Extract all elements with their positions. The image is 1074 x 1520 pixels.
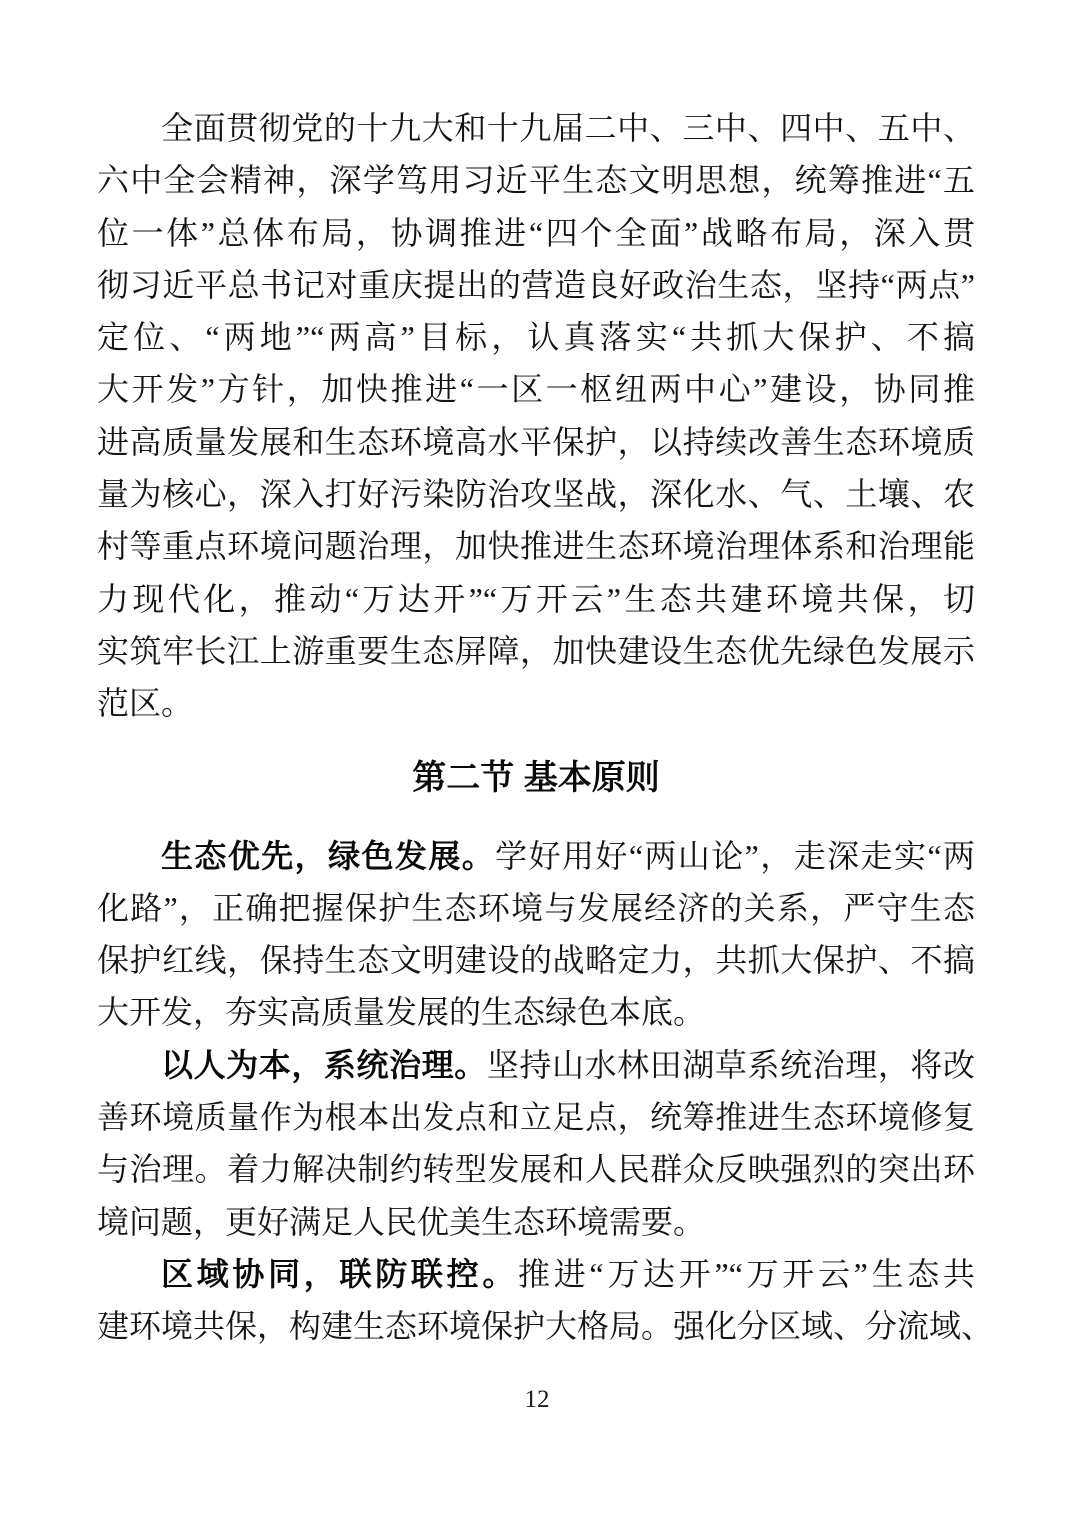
paragraph-line: 位一体”总体布局，协调推进“四个全面”战略布局，深入贯 xyxy=(97,214,975,251)
paragraph-line xyxy=(97,830,975,882)
body-paragraph-1 xyxy=(97,102,975,730)
body-paragraph-3 xyxy=(97,1039,975,1248)
paragraph-line: 村等重点环境问题治理，加快推进生态环境治理体系和治理能 xyxy=(97,528,975,565)
paragraph-line: 范区。 xyxy=(97,685,194,722)
paragraph-line: 实筑牢长江上游重要生态屏障，加快建设生态优先绿色发展示 xyxy=(97,632,975,669)
paragraph-line: 彻习近平总书记对重庆提出的营造良好政治生态，坚持“两点” xyxy=(97,266,975,303)
paragraph-line xyxy=(97,1248,975,1300)
section-heading: 第二节 基本原则 xyxy=(412,758,660,797)
paragraph-line: 善环境质量作为根本出发点和立足点，统筹推进生态环境修复 xyxy=(97,1099,975,1136)
paragraph-line: 定位、“两地”“两高”目标，认真落实“共抓大保护、不搞 xyxy=(97,319,975,356)
paragraph-line: 力现代化，推动“万达开”“万开云”生态共建环境共保，切 xyxy=(97,580,975,617)
paragraph-line: 与治理。着力解决制约转型发展和人民群众反映强烈的突出环 xyxy=(97,1151,975,1188)
paragraph-lead: 生态优先，绿色发展。 xyxy=(161,837,496,874)
page-number: 12 xyxy=(524,1386,550,1413)
paragraph-line: 大开发，夯实高质量发展的生态绿色本底。 xyxy=(97,994,706,1031)
paragraph-lead: 以人为本，系统治理。 xyxy=(161,1046,487,1083)
paragraph-lead-rest: 学好用好“两山论”，走深走实“两 xyxy=(495,837,975,874)
body-paragraph-2 xyxy=(97,830,975,1039)
paragraph-line: 保护红线，保持生态文明建设的战略定力，共抓大保护、不搞 xyxy=(97,942,975,979)
paragraph-line: 大开发”方针，加快推进“一区一枢纽两中心”建设，协同推 xyxy=(97,371,975,408)
paragraph-line: 全面贯彻党的十九大和十九届二中、三中、四中、五中、 xyxy=(161,110,975,146)
paragraph-line: 建环境共保，构建生态环境保护大格局。强化分区域、分流域、 xyxy=(97,1308,994,1345)
body-paragraph-4 xyxy=(97,1248,994,1353)
document-body xyxy=(97,102,994,1353)
paragraph-line: 进高质量发展和生态环境高水平保护，以持续改善生态环境质 xyxy=(97,423,975,460)
paragraph-lead-rest: 推进“万达开”“万开云”生态共 xyxy=(518,1255,975,1292)
paragraph-lead-rest: 坚持山水林田湖草系统治理，将改 xyxy=(486,1046,975,1083)
paragraph-line: 六中全会精神，深学笃用习近平生态文明思想，统筹推进“五 xyxy=(97,162,975,199)
paragraph-lead: 区域协同，联防联控。 xyxy=(161,1255,519,1292)
paragraph-line xyxy=(97,1039,975,1091)
paragraph-line: 化路”，正确把握保护生态环境与发展经济的关系，严守生态 xyxy=(97,889,975,926)
paragraph-line: 量为核心，深入打好污染防治攻坚战，深化水、气、土壤、农 xyxy=(97,476,975,513)
paragraph-line: 境问题，更好满足人民优美生态环境需要。 xyxy=(97,1203,706,1240)
